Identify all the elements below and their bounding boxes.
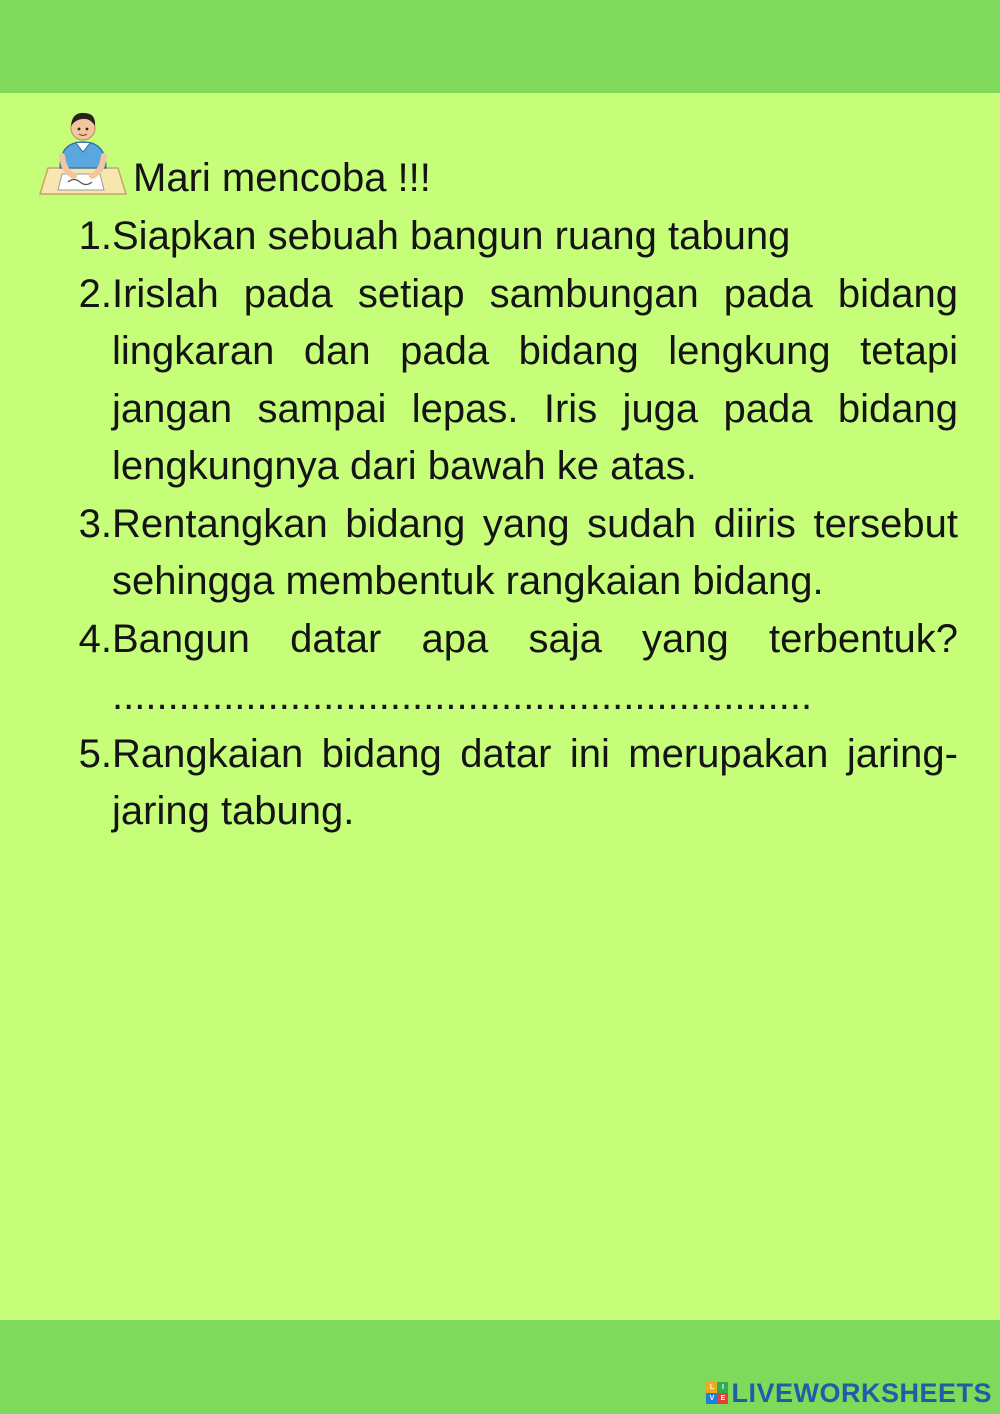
logo-letter: V: [706, 1393, 717, 1404]
step-text: Irislah pada setiap sambungan pada bidang lingkaran dan pada bidang lengkung tetapi jangan sampai lepas. Iris juga pada bidang lengkungnya dari bawah ke atas.: [112, 271, 958, 488]
step-number: 5.: [78, 731, 112, 776]
activity-heading: Mari mencoba !!!: [133, 156, 431, 200]
instruction-step: [62, 266, 958, 496]
logo-letter: E: [717, 1393, 728, 1404]
liveworksheets-logo-icon: [706, 1382, 728, 1404]
step-text: Rangkaian bidang datar ini merupakan jaring-jaring tabung.: [112, 731, 958, 833]
instruction-list: [62, 208, 958, 841]
step-number: 2.: [78, 271, 112, 316]
logo-letter: I: [717, 1382, 728, 1393]
instruction-step: [62, 208, 958, 266]
instruction-step: [62, 611, 958, 726]
instruction-step: [62, 726, 958, 841]
instruction-step: [62, 496, 958, 611]
answer-blank[interactable]: ...............................................................: [112, 674, 813, 718]
step-number: 3.: [78, 501, 112, 546]
step-number: 1.: [78, 214, 112, 258]
brand-name: LIVEWORKSHEETS: [731, 1378, 992, 1408]
top-banner: [0, 0, 1000, 93]
step-question: Bangun datar apa saja yang terbentuk?: [112, 616, 958, 661]
step-text-with-answer: [112, 611, 958, 726]
step-text: Rentangkan bidang yang sudah diiris tersebut sehingga membentuk rangkaian bidang.: [112, 501, 958, 603]
liveworksheets-brand: [706, 1378, 992, 1408]
logo-letter: L: [706, 1382, 717, 1393]
child-drawing-illustration: [38, 106, 128, 198]
step-text: Siapkan sebuah bangun ruang tabung: [112, 214, 791, 258]
step-number: 4.: [78, 616, 112, 661]
